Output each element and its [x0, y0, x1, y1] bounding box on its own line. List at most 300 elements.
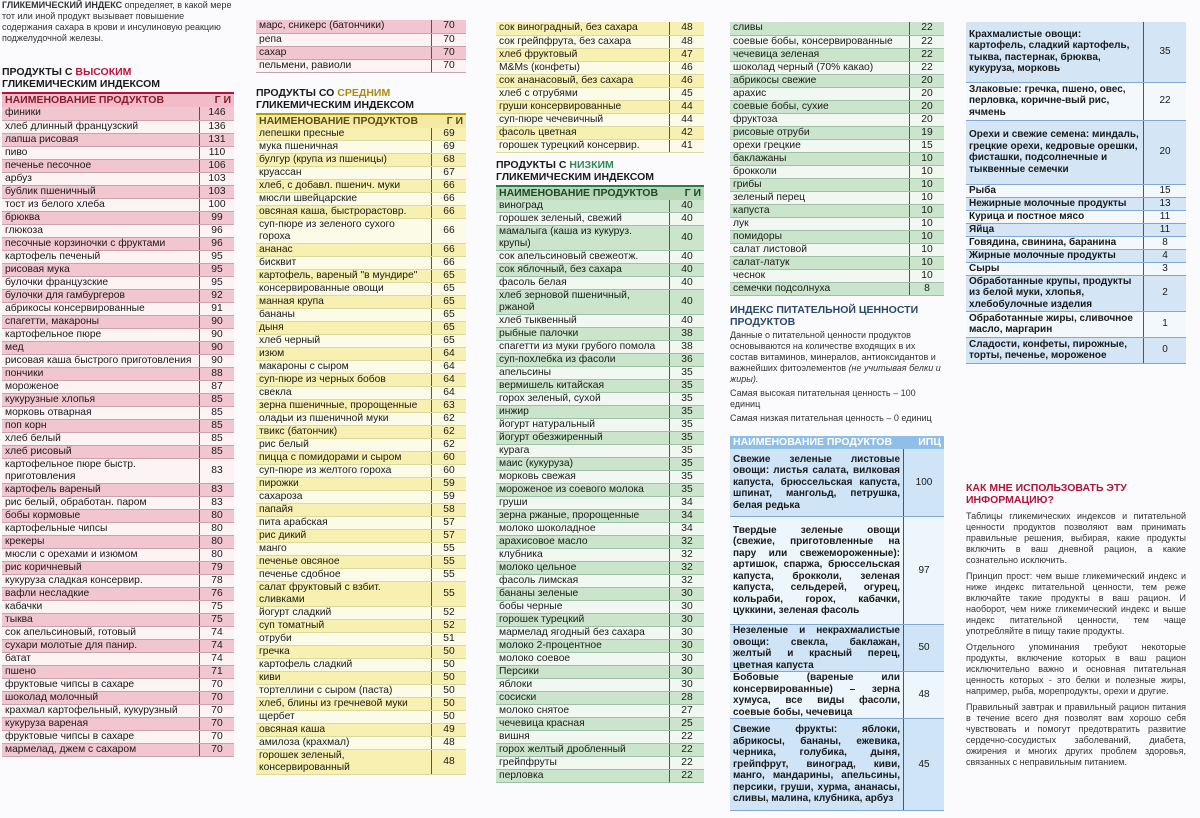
index-value: 69 [432, 141, 467, 154]
product-name: пицца с помидорами и сыром [256, 452, 432, 465]
index-value: 70 [200, 691, 235, 704]
table-row [256, 530, 466, 543]
index-value: 40 [670, 315, 705, 328]
product-name: курага [496, 445, 670, 458]
product-name: репа [256, 33, 432, 46]
product-name: кабачки [2, 600, 200, 613]
product-name: рисовые отруби [730, 126, 910, 139]
index-value: 87 [200, 380, 235, 393]
product-name: мюсли швейцарские [256, 193, 432, 206]
index-value: 50 [432, 698, 467, 711]
index-value: 64 [432, 387, 467, 400]
product-name: соевые бобы, сухие [730, 100, 910, 113]
index-value: 50 [432, 711, 467, 724]
how-to-use-p2: Принцип прост: чем выше гликемический индекс и ниже индекс питательной ценности, тем реже включайте такие продукты в ваш рацион. И наоборот, чем ниже гликемический индекс и выше индекс питательной ценности, тем чаще употребляйте в пищу такие продукты. [966, 570, 1186, 636]
table-row [2, 730, 234, 743]
table-row [256, 244, 466, 257]
product-name: ананас [256, 244, 432, 257]
table-row [2, 380, 234, 393]
section-title-low: ПРОДУКТЫ С НИЗКИМ ГЛИКЕМИЧЕСКИМ ИНДЕКСОМ [496, 158, 655, 183]
table-row [256, 283, 466, 296]
product-name: картофель сладкий [256, 659, 432, 672]
table-row [496, 74, 704, 87]
index-value: 55 [432, 582, 467, 607]
table-row [966, 22, 1186, 82]
index-value: 34 [670, 523, 705, 536]
table-row [496, 87, 704, 100]
index-value: 70 [200, 704, 235, 717]
how-to-use-title: КАК МНЕ ИСПОЛЬЗОВАТЬ ЭТУ ИНФОРМАЦИЮ? [966, 481, 1127, 506]
product-name: салат листовой [730, 243, 910, 256]
index-value: 0 [1144, 337, 1187, 363]
low-gi-table-continued [730, 22, 944, 296]
index-value: 27 [670, 705, 705, 718]
product-name: фасоль лимская [496, 575, 670, 588]
index-value: 22 [910, 61, 945, 74]
index-value: 69 [432, 128, 467, 141]
product-name: зерна пшеничные, пророщенные [256, 400, 432, 413]
index-value: 35 [670, 393, 705, 406]
product-name: пиво [2, 146, 200, 159]
product-name: бананы [256, 309, 432, 322]
table-row [730, 230, 944, 243]
product-name: сок грейпфрута, без сахара [496, 35, 670, 48]
product-name: зеленый перец [730, 191, 910, 204]
column-low-gi [496, 0, 704, 783]
index-value: 136 [200, 120, 235, 133]
table-row [496, 367, 704, 380]
index-value: 20 [910, 74, 945, 87]
index-value: 47 [670, 48, 705, 61]
product-name: кукурузные хлопья [2, 393, 200, 406]
index-value: 35 [670, 419, 705, 432]
product-name: тыква [2, 613, 200, 626]
table-row [496, 445, 704, 458]
product-name: горошек турецкий консервир. [496, 139, 670, 152]
index-value: 90 [200, 341, 235, 354]
table-row [2, 185, 234, 198]
product-name: рис коричневый [2, 561, 200, 574]
index-value: 75 [200, 600, 235, 613]
table-row [730, 22, 944, 35]
index-value: 131 [200, 133, 235, 146]
product-name: изюм [256, 348, 432, 361]
table-row [2, 250, 234, 263]
index-value: 70 [432, 46, 467, 59]
how-to-use-p1: Таблицы гликемических индексов и питательной ценности продуктов позволяют вам принимать правильные решения, выбирая, какие продукты включить в ваш дневной рацион, а какие сознательно исключить. [966, 510, 1186, 565]
product-name: Обработанные крупы, продукты из белой муки, хлопья, хлебобулочные изделия [966, 275, 1144, 311]
product-name: крекеры [2, 535, 200, 548]
table-row [496, 744, 704, 757]
product-name: семечки подсолнуха [730, 282, 910, 295]
index-value: 70 [432, 20, 467, 33]
index-value: 8 [1144, 236, 1187, 249]
medium-gi-table [256, 128, 466, 776]
product-name: инжир [496, 406, 670, 419]
table-row [2, 354, 234, 367]
index-value: 52 [432, 607, 467, 620]
index-value: 8 [910, 282, 945, 295]
index-value: 35 [670, 471, 705, 484]
product-name: дыня [256, 322, 432, 335]
table-row [2, 302, 234, 315]
index-value: 22 [910, 35, 945, 48]
table-row [256, 193, 466, 206]
product-name: картофель печеный [2, 250, 200, 263]
table-row [256, 543, 466, 556]
product-name: оладьи из пшеничной муки [256, 413, 432, 426]
index-value: 74 [200, 626, 235, 639]
table-row [2, 548, 234, 561]
product-name: бисквит [256, 257, 432, 270]
product-name: зерна ржаные, пророщенные [496, 510, 670, 523]
product-name: Говядина, свинина, баранина [966, 236, 1144, 249]
index-value: 60 [432, 452, 467, 465]
ipc-table [730, 449, 944, 812]
table-row [2, 432, 234, 445]
index-value: 66 [432, 180, 467, 193]
table-row [496, 432, 704, 445]
index-value: 83 [200, 483, 235, 496]
index-value: 103 [200, 172, 235, 185]
index-value: 50 [904, 625, 945, 672]
index-value: 74 [200, 639, 235, 652]
product-name: щербет [256, 711, 432, 724]
product-name: овсяная каша [256, 724, 432, 737]
index-value: 22 [670, 744, 705, 757]
table-row [256, 491, 466, 504]
product-name: картофель вареный [2, 483, 200, 496]
table-row [966, 249, 1186, 262]
ipc-title: ИНДЕКС ПИТАТЕЛЬНОЙ ЦЕННОСТИ ПРОДУКТОВ [730, 303, 919, 328]
index-value: 10 [910, 256, 945, 269]
index-value: 66 [432, 244, 467, 257]
table-row [256, 154, 466, 167]
index-value: 62 [432, 426, 467, 439]
table-row [496, 419, 704, 432]
index-value: 30 [670, 614, 705, 627]
table-row [2, 639, 234, 652]
product-name: хлеб с отрубями [496, 87, 670, 100]
table-row [2, 133, 234, 146]
product-name: сухари молотые для панир. [2, 639, 200, 652]
table-row [496, 315, 704, 328]
table-row [966, 275, 1186, 311]
table-row [2, 704, 234, 717]
product-name: Сладости, конфеты, пирожные, торты, печенье, мороженое [966, 337, 1144, 363]
table-row [730, 87, 944, 100]
product-name: манная крупа [256, 296, 432, 309]
product-name: соевые бобы, консервированные [730, 35, 910, 48]
index-value: 2 [1144, 275, 1187, 311]
product-name: булочки французские [2, 276, 200, 289]
index-value: 62 [432, 413, 467, 426]
table-row [256, 219, 466, 244]
index-value: 19 [910, 126, 945, 139]
product-name: рыбные палочки [496, 328, 670, 341]
index-value: 64 [432, 361, 467, 374]
index-value: 22 [670, 757, 705, 770]
table-row [2, 328, 234, 341]
index-value: 35 [670, 445, 705, 458]
product-name: манго [256, 543, 432, 556]
table-row [256, 620, 466, 633]
low-gi-table [496, 200, 704, 784]
index-value: 70 [200, 678, 235, 691]
product-name: хлеб фруктовый [496, 48, 670, 61]
table-header-ipc: НАИМЕНОВАНИЕ ПРОДУКТОВ ИПЦ [730, 436, 944, 449]
table-row [496, 35, 704, 48]
column-high-gi [2, 0, 234, 757]
index-value: 20 [910, 87, 945, 100]
index-value: 11 [1144, 210, 1187, 223]
table-row [2, 289, 234, 302]
index-value: 70 [200, 743, 235, 756]
index-value: 65 [432, 309, 467, 322]
product-name: грибы [730, 178, 910, 191]
table-row [2, 211, 234, 224]
intro-text: ГЛИКЕМИЧЕСКИЙ ИНДЕКС определяет, в какой мере тот или иной продукт вызывает повышение содержания сахара в крови и инсулиновую реакцию поджелудочной железы. [2, 0, 232, 43]
product-name: бобы кормовые [2, 509, 200, 522]
index-value: 79 [200, 561, 235, 574]
product-name: картофельные чипсы [2, 522, 200, 535]
product-name: чеснок [730, 269, 910, 282]
product-name: хлеб черный [256, 335, 432, 348]
product-name: спагетти из муки грубого помола [496, 341, 670, 354]
product-name: пита арабская [256, 517, 432, 530]
table-row [2, 626, 234, 639]
index-value: 59 [432, 478, 467, 491]
table-row [966, 184, 1186, 197]
index-value: 46 [670, 61, 705, 74]
high-gi-table-continued [256, 20, 466, 73]
product-name: сок яблочный, без сахара [496, 264, 670, 277]
product-name: мамалыга (каша из кукуруз. крупы) [496, 226, 670, 251]
table-row [256, 452, 466, 465]
table-row [2, 393, 234, 406]
ipc-table-continued [966, 22, 1186, 364]
index-value: 25 [670, 718, 705, 731]
table-row [2, 159, 234, 172]
table-row [730, 139, 944, 152]
table-row [730, 126, 944, 139]
table-row [496, 290, 704, 315]
index-value: 90 [200, 354, 235, 367]
table-row [2, 522, 234, 535]
table-row [496, 575, 704, 588]
product-name: груши [496, 497, 670, 510]
table-row [966, 120, 1186, 184]
index-value: 52 [432, 620, 467, 633]
table-row [2, 172, 234, 185]
table-row [496, 705, 704, 718]
table-header-low: НАИМЕНОВАНИЕ ПРОДУКТОВ Г И [496, 185, 704, 200]
table-row [966, 223, 1186, 236]
table-row [730, 178, 944, 191]
product-name: хлеб рисовый [2, 445, 200, 458]
product-name: Яйца [966, 223, 1144, 236]
product-name: гречка [256, 646, 432, 659]
table-row [496, 757, 704, 770]
product-name: поп корн [2, 419, 200, 432]
table-row [730, 113, 944, 126]
column-nutrition [730, 0, 944, 811]
product-name: хлеб зерновой пшеничный, ржаной [496, 290, 670, 315]
index-value: 100 [200, 198, 235, 211]
table-row [256, 59, 466, 72]
table-row [496, 627, 704, 640]
product-name: рис дикий [256, 530, 432, 543]
table-row [256, 556, 466, 569]
product-name: крахмал картофельный, кукурузный [2, 704, 200, 717]
index-value: 80 [200, 535, 235, 548]
product-name: фруктовые чипсы в сахаре [2, 730, 200, 743]
table-row [496, 226, 704, 251]
index-value: 10 [910, 165, 945, 178]
index-value: 146 [200, 107, 235, 120]
index-value: 10 [910, 152, 945, 165]
table-row [256, 582, 466, 607]
index-value: 90 [200, 315, 235, 328]
product-name: лук [730, 217, 910, 230]
product-name: свекла [256, 387, 432, 400]
index-value: 55 [432, 556, 467, 569]
product-name: Жирные молочные продукты [966, 249, 1144, 262]
product-name: молоко шоколадное [496, 523, 670, 536]
index-value: 30 [670, 588, 705, 601]
index-value: 38 [670, 328, 705, 341]
product-name: марс, сникерс (батончики) [256, 20, 432, 33]
index-value: 40 [670, 251, 705, 264]
index-value: 85 [200, 406, 235, 419]
product-name: йогурт сладкий [256, 607, 432, 620]
product-name: сахар [256, 46, 432, 59]
table-row [2, 107, 234, 120]
table-row [2, 367, 234, 380]
table-row [496, 458, 704, 471]
table-row [2, 535, 234, 548]
product-name: сок ананасовый, без сахара [496, 74, 670, 87]
table-row [256, 426, 466, 439]
product-name: круассан [256, 167, 432, 180]
table-row [2, 315, 234, 328]
product-name: рисовая мука [2, 263, 200, 276]
product-name: горох желтый дробленный [496, 744, 670, 757]
index-value: 35 [670, 380, 705, 393]
product-name: кукуруза сладкая консервир. [2, 574, 200, 587]
index-value: 10 [910, 230, 945, 243]
table-row [496, 666, 704, 679]
index-value: 70 [200, 717, 235, 730]
index-value: 67 [432, 167, 467, 180]
product-name: абрикосы свежие [730, 74, 910, 87]
product-name: молоко 2-процентное [496, 640, 670, 653]
table-row [496, 277, 704, 290]
table-row [496, 126, 704, 139]
index-value: 30 [670, 640, 705, 653]
table-row [730, 100, 944, 113]
table-row [256, 387, 466, 400]
table-row [2, 665, 234, 678]
table-row [2, 574, 234, 587]
product-name: йогурт обезжиренный [496, 432, 670, 445]
index-value: 91 [200, 302, 235, 315]
index-value: 34 [670, 497, 705, 510]
index-value: 74 [200, 652, 235, 665]
table-row [496, 731, 704, 744]
index-value: 95 [200, 263, 235, 276]
product-name: Бобовые (вареные или консервированные) – зерна хумуса, все виды фасоли, соевые бобы, чечевица [730, 672, 904, 719]
index-value: 75 [200, 613, 235, 626]
index-value: 35 [670, 406, 705, 419]
table-row [2, 496, 234, 509]
index-value: 20 [1144, 120, 1187, 184]
section-title-medium: ПРОДУКТЫ СО СРЕДНИМ ГЛИКЕМИЧЕСКИМ ИНДЕКСОМ [256, 86, 415, 111]
product-name: арахис [730, 87, 910, 100]
table-row [730, 61, 944, 74]
table-row [496, 113, 704, 126]
table-row [2, 263, 234, 276]
section-title-high: ПРОДУКТЫ С ВЫСОКИМ ГЛИКЕМИЧЕСКИМ ИНДЕКСОМ [2, 66, 161, 90]
table-row [256, 659, 466, 672]
index-value: 1 [1144, 311, 1187, 337]
product-name: мармелад ягодный без сахара [496, 627, 670, 640]
product-name: бананы зеленые [496, 588, 670, 601]
high-gi-table [2, 107, 234, 757]
product-name: хлеб белый [2, 432, 200, 445]
index-value: 48 [670, 22, 705, 35]
index-value: 40 [670, 264, 705, 277]
index-value: 44 [670, 113, 705, 126]
table-row [2, 509, 234, 522]
table-row [2, 743, 234, 756]
index-value: 99 [200, 211, 235, 224]
table-row [2, 120, 234, 133]
index-value: 64 [432, 374, 467, 387]
product-name: консервированные овощи [256, 283, 432, 296]
table-row [730, 217, 944, 230]
product-name: мюсли с орехами и изюмом [2, 548, 200, 561]
product-name: перловка [496, 770, 670, 783]
index-value: 10 [910, 204, 945, 217]
table-row [496, 471, 704, 484]
index-value: 36 [670, 354, 705, 367]
index-value: 58 [432, 504, 467, 517]
table-row [2, 678, 234, 691]
table-row [256, 180, 466, 193]
table-row [730, 719, 944, 811]
table-row [966, 236, 1186, 249]
table-row [256, 504, 466, 517]
table-row [2, 276, 234, 289]
table-row [496, 393, 704, 406]
table-row [496, 251, 704, 264]
product-name: бублик пшеничный [2, 185, 200, 198]
table-row [2, 717, 234, 730]
index-value: 78 [200, 574, 235, 587]
table-row [256, 413, 466, 426]
index-value: 50 [432, 646, 467, 659]
table-row [496, 264, 704, 277]
index-value: 10 [910, 217, 945, 230]
table-row [256, 309, 466, 322]
table-row [496, 100, 704, 113]
product-name: вишня [496, 731, 670, 744]
product-name: Крахмалистые овощи: картофель, сладкий картофель, тыква, пастернак, брюква, кукуруза, морковь [966, 22, 1144, 82]
index-value: 10 [910, 191, 945, 204]
product-name: спагетти, макароны [2, 315, 200, 328]
index-value: 20 [910, 113, 945, 126]
